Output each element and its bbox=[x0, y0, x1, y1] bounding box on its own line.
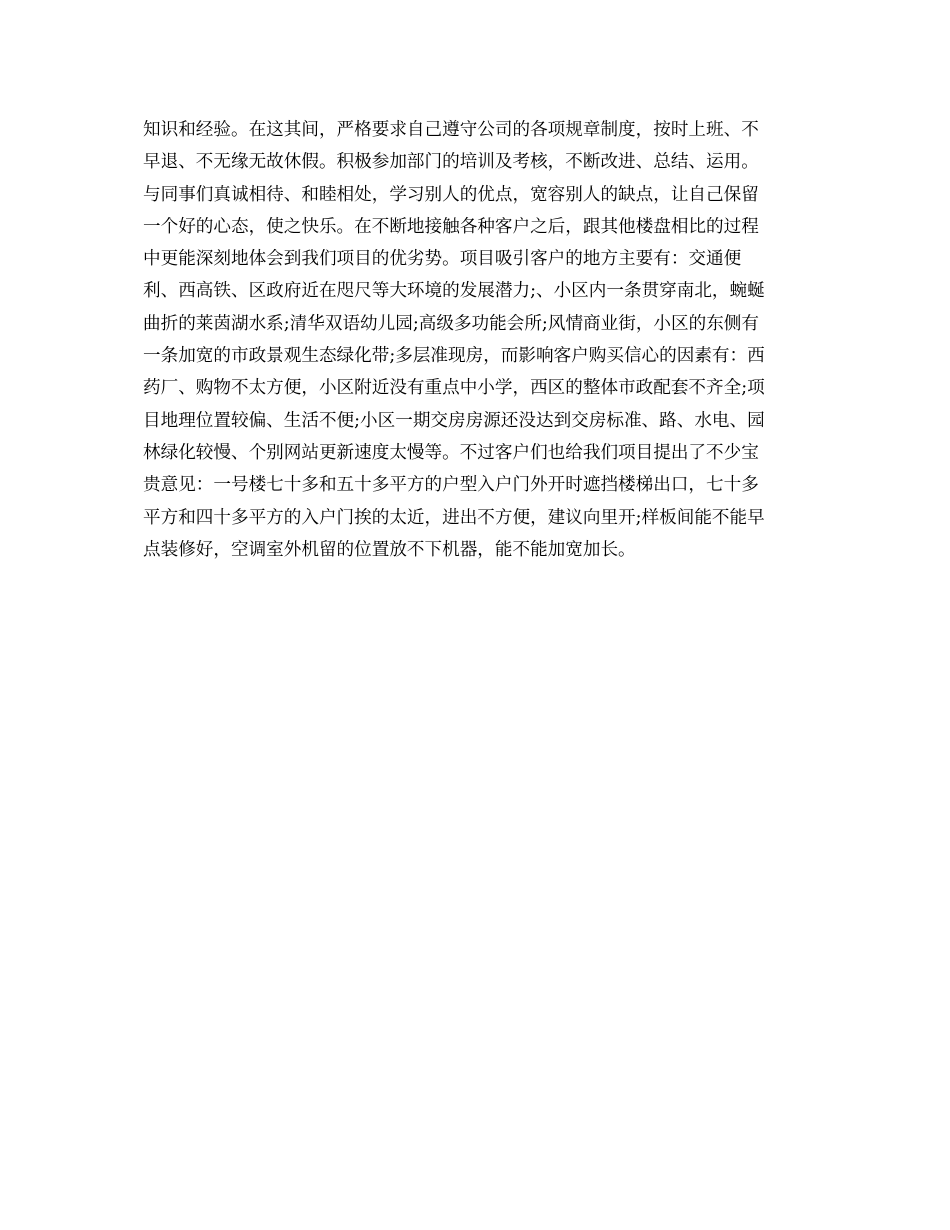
text-line: 林绿化较慢、个别网站更新速度太慢等。不过客户们也给我们项目提出了不少宝 bbox=[143, 442, 759, 463]
text-line: 利、西高铁、区政府近在咫尺等大环境的发展潜力;、小区内一条贯穿南北，蜿蜒 bbox=[143, 281, 765, 302]
text-line: 平方和四十多平方的入户门挨的太近，进出不方便，建议向里开;样板间能不能早 bbox=[143, 507, 765, 528]
text-line: 目地理位置较偏、生活不便;小区一期交房房源还没达到交房标准、路、水电、园 bbox=[143, 410, 765, 431]
text-line: 点装修好，空调室外机留的位置放不下机器，能不能加宽加长。 bbox=[143, 539, 636, 560]
body-paragraph bbox=[143, 114, 808, 566]
text-line: 中更能深刻地体会到我们项目的优劣势。项目吸引客户的地方主要有：交通便 bbox=[143, 249, 742, 270]
text-line: 早退、不无缘无故休假。积极参加部门的培训及考核，不断改进、总结、运用。 bbox=[143, 152, 759, 173]
text-line: 药厂、购物不太方便，小区附近没有重点中小学，西区的整体市政配套不齐全;项 bbox=[143, 378, 765, 399]
text-line: 与同事们真诚相待、和睦相处，学习别人的优点，宽容别人的缺点，让自己保留 bbox=[143, 184, 759, 205]
text-line: 知识和经验。在这其间，严格要求自己遵守公司的各项规章制度，按时上班、不 bbox=[143, 120, 759, 140]
text-line: 贵意见：一号楼七十多和五十多平方的户型入户门外开时遮挡楼梯出口，七十多 bbox=[143, 475, 759, 496]
text-line: 一个好的心态，使之快乐。在不断地接触各种客户之后，跟其他楼盘相比的过程 bbox=[143, 216, 759, 237]
text-line: 一条加宽的市政景观生态绿化带;多层准现房，而影响客户购买信心的因素有：西 bbox=[143, 346, 765, 367]
text-line: 曲折的莱茵湖水系;清华双语幼儿园;高级多功能会所;风情商业街，小区的东侧有 bbox=[143, 313, 759, 334]
